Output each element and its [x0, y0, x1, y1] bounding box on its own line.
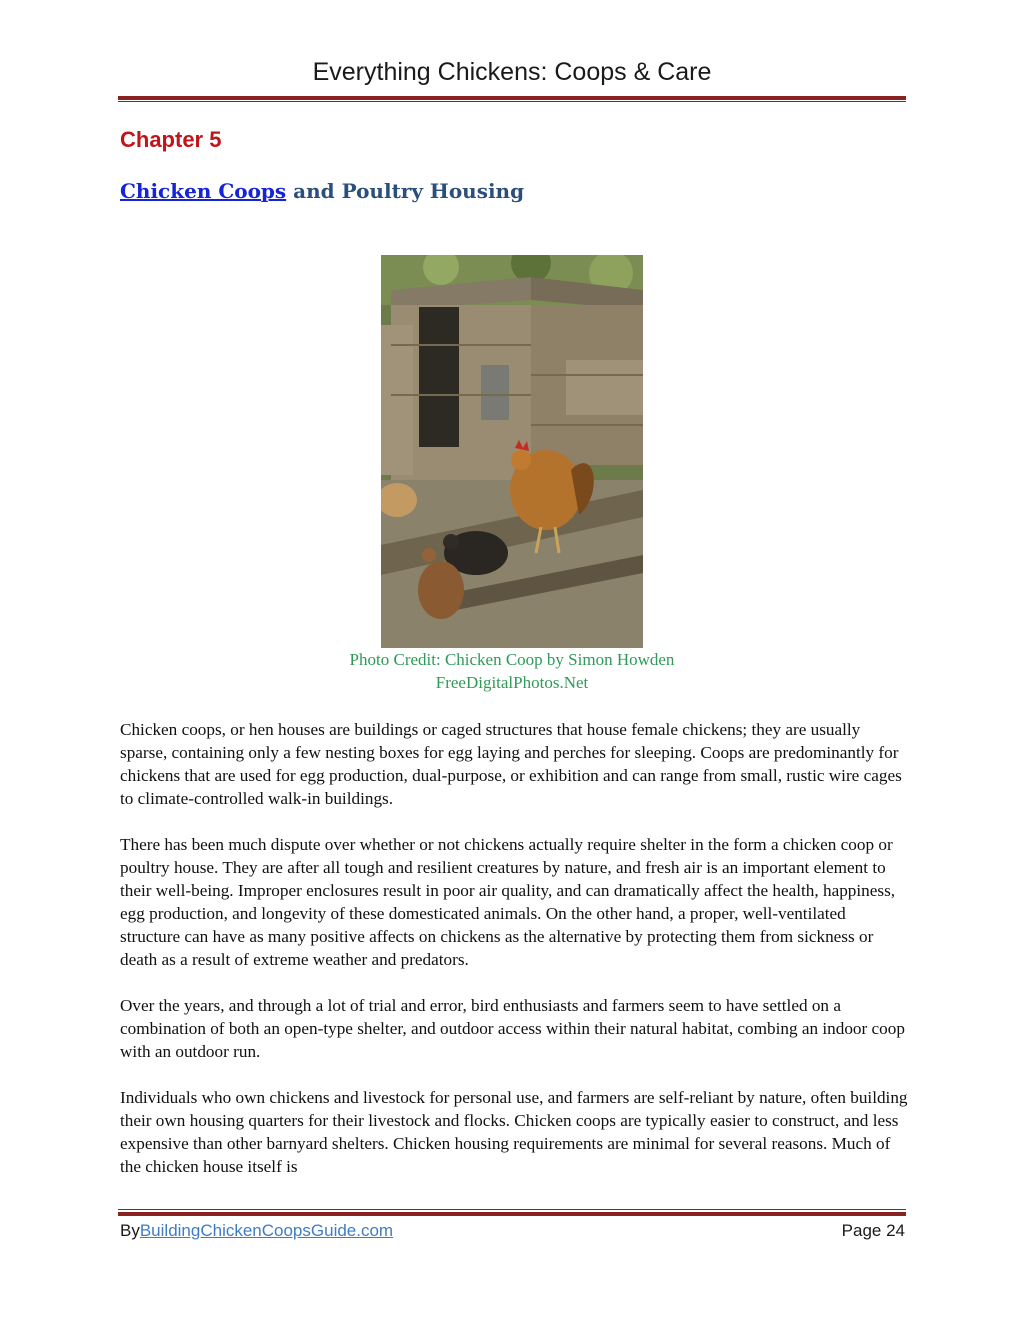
chapter-title: Chapter 5	[120, 127, 222, 152]
paragraph-3: Over the years, and through a lot of trial and error, bird enthusiasts and farmers seem to have settled on a combination of both an open-type shelter, and outdoor access within their natural habitat, combing an indoor coop with an outdoor run.	[120, 996, 905, 1061]
page-header-title: Everything Chickens: Coops & Care	[312, 58, 712, 86]
header-divider	[118, 96, 906, 100]
page-number: Page 24	[841, 1221, 905, 1240]
footer-by-label: By	[120, 1221, 140, 1240]
body-text	[120, 718, 910, 1201]
section-title-rest: and Poultry Housing	[286, 179, 525, 203]
page-footer	[120, 1221, 905, 1241]
section-title	[120, 179, 524, 203]
paragraph-2: There has been much dispute over whether or not chickens actually require shelter in the form a chicken coop or poultry house. They are after all tough and resilient creatures by nature, and fresh air is an important element to their well-being. Improper enclosures result in poor air quality, and can dramatically affect the health, happiness, egg production, and longevity of these domesticated animals. On the other hand, a proper, well-ventilated structure can have as many positive affects on chickens as the alternative by protecting them from sickness or death as a result of extreme weather and predators.	[120, 835, 896, 969]
photo-source: FreeDigitalPhotos.Net	[435, 673, 589, 692]
footer-divider	[118, 1212, 906, 1216]
footer-site-link[interactable]: BuildingChickenCoopsGuide.com	[139, 1221, 394, 1240]
paragraph-1: Chicken coops, or hen houses are buildings or caged structures that house female chickens; they are usually sparse, containing only a few nesting boxes for egg laying and perches for sleeping. Coops are predominantly for chickens that are used for egg production, dual-purpose, or exhibition and can range from small, rustic wire cages to climate-controlled walk-in buildings.	[120, 720, 902, 808]
header-divider-thin	[118, 101, 906, 102]
chicken-coops-link[interactable]: Chicken Coops	[120, 179, 287, 203]
footer-divider-thin	[118, 1209, 906, 1210]
chicken-coop-photo	[381, 255, 643, 648]
paragraph-4: Individuals who own chickens and livestock for personal use, and farmers are self-reliant by nature, often building their own housing quarters for their livestock and flocks. Chicken coops are typically easier to construct, and less expensive than other barnyard shelters. Chicken housing requirements are minimal for several reasons. Much of the chicken house itself is	[120, 1088, 908, 1176]
photo-credit: Photo Credit: Chicken Coop by Simon Howden	[349, 650, 675, 669]
